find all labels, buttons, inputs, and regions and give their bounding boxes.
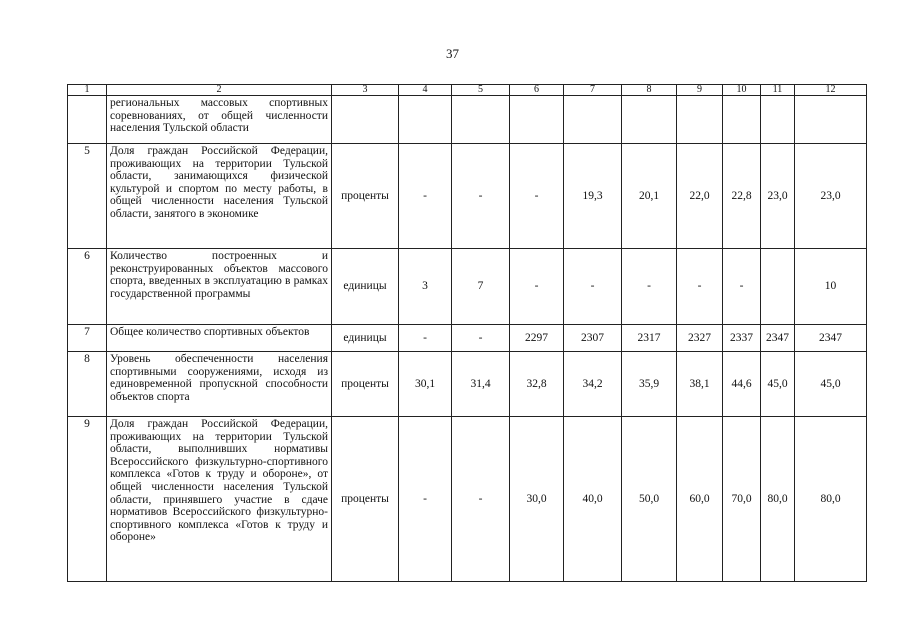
header-cell: 7 <box>564 85 622 96</box>
indicator-name: Общее количество спортивных объектов <box>107 325 332 352</box>
value-cell <box>399 96 452 144</box>
row-number: 9 <box>68 417 107 582</box>
row-number: 5 <box>68 144 107 249</box>
value-cell <box>761 96 795 144</box>
value-cell: 30,0 <box>510 417 564 582</box>
value-cell: - <box>452 325 510 352</box>
header-cell: 11 <box>761 85 795 96</box>
value-cell <box>452 96 510 144</box>
value-cell: 45,0 <box>795 352 867 417</box>
header-cell: 3 <box>332 85 399 96</box>
unit-cell <box>332 96 399 144</box>
value-cell: 7 <box>452 249 510 325</box>
value-cell: 22,8 <box>723 144 761 249</box>
value-cell: - <box>452 417 510 582</box>
unit-cell: единицы <box>332 325 399 352</box>
header-row <box>68 85 867 96</box>
value-cell: 2347 <box>761 325 795 352</box>
row-number: 6 <box>68 249 107 325</box>
value-cell: - <box>452 144 510 249</box>
header-cell: 4 <box>399 85 452 96</box>
row-number <box>68 96 107 144</box>
value-cell: - <box>399 325 452 352</box>
value-cell <box>723 96 761 144</box>
header-cell: 12 <box>795 85 867 96</box>
value-cell: 50,0 <box>622 417 677 582</box>
header-cell: 1 <box>68 85 107 96</box>
value-cell: - <box>510 249 564 325</box>
value-cell: 3 <box>399 249 452 325</box>
value-cell: 38,1 <box>677 352 723 417</box>
unit-cell: единицы <box>332 249 399 325</box>
indicator-name: Доля граждан Российской Федерации, проживающих на территории Тульской области, занимающихся физической культурой и спортом по месту работы, в общей численности населения Тульской области, занятого в экономике <box>107 144 332 249</box>
unit-cell: проценты <box>332 144 399 249</box>
row-number: 8 <box>68 352 107 417</box>
value-cell <box>510 96 564 144</box>
header-cell: 5 <box>452 85 510 96</box>
value-cell: - <box>399 417 452 582</box>
value-cell: 19,3 <box>564 144 622 249</box>
value-cell: 44,6 <box>723 352 761 417</box>
value-cell: 32,8 <box>510 352 564 417</box>
value-cell: 23,0 <box>761 144 795 249</box>
value-cell: - <box>399 144 452 249</box>
value-cell: 2327 <box>677 325 723 352</box>
value-cell: 31,4 <box>452 352 510 417</box>
indicator-name: Доля граждан Российской Федерации, проживающих на территории Тульской области, выполнивших нормативы Всероссийского физкультурно-спортивного комплекса «Готов к труду и обороне», от общей численности населения Тульской области, принявшего участие в сдаче нормативов Всероссийского физкультурно-спортивного комплекса «Готов к труду и обороне» <box>107 417 332 582</box>
value-cell: 40,0 <box>564 417 622 582</box>
value-cell: 70,0 <box>723 417 761 582</box>
unit-cell: проценты <box>332 417 399 582</box>
indicator-name: Уровень обеспеченности населения спортивными сооружениями, исходя из единовременной пропускной способности объектов спорта <box>107 352 332 417</box>
value-cell: 2297 <box>510 325 564 352</box>
value-cell: - <box>723 249 761 325</box>
header-cell: 2 <box>107 85 332 96</box>
value-cell <box>564 96 622 144</box>
table-row <box>68 249 867 325</box>
value-cell: - <box>564 249 622 325</box>
value-cell: 30,1 <box>399 352 452 417</box>
value-cell: 80,0 <box>795 417 867 582</box>
value-cell: 22,0 <box>677 144 723 249</box>
value-cell: 35,9 <box>622 352 677 417</box>
unit-cell: проценты <box>332 352 399 417</box>
header-cell: 9 <box>677 85 723 96</box>
value-cell: 60,0 <box>677 417 723 582</box>
value-cell: 45,0 <box>761 352 795 417</box>
value-cell <box>795 96 867 144</box>
value-cell: - <box>622 249 677 325</box>
table-row <box>68 144 867 249</box>
value-cell: 80,0 <box>761 417 795 582</box>
value-cell: 2317 <box>622 325 677 352</box>
value-cell: 2337 <box>723 325 761 352</box>
indicators-table <box>67 84 867 582</box>
value-cell <box>677 96 723 144</box>
table-row <box>68 96 867 144</box>
value-cell: - <box>510 144 564 249</box>
header-cell: 8 <box>622 85 677 96</box>
value-cell: 23,0 <box>795 144 867 249</box>
table-row <box>68 325 867 352</box>
header-cell: 10 <box>723 85 761 96</box>
header-cell: 6 <box>510 85 564 96</box>
row-number: 7 <box>68 325 107 352</box>
value-cell: 34,2 <box>564 352 622 417</box>
page-number: 37 <box>446 46 459 61</box>
value-cell: 2307 <box>564 325 622 352</box>
value-cell: 20,1 <box>622 144 677 249</box>
value-cell: 2347 <box>795 325 867 352</box>
value-cell: 10 <box>795 249 867 325</box>
indicator-name: Количество построенных и реконструированных объектов массового спорта, введенных в эксплуатацию в рамках государственной программы <box>107 249 332 325</box>
table-row <box>68 352 867 417</box>
table-row <box>68 417 867 582</box>
value-cell <box>622 96 677 144</box>
value-cell: - <box>677 249 723 325</box>
value-cell <box>761 249 795 325</box>
indicator-name: региональных массовых спортивных соревнованиях, от общей численности населения Тульской области <box>107 96 332 144</box>
